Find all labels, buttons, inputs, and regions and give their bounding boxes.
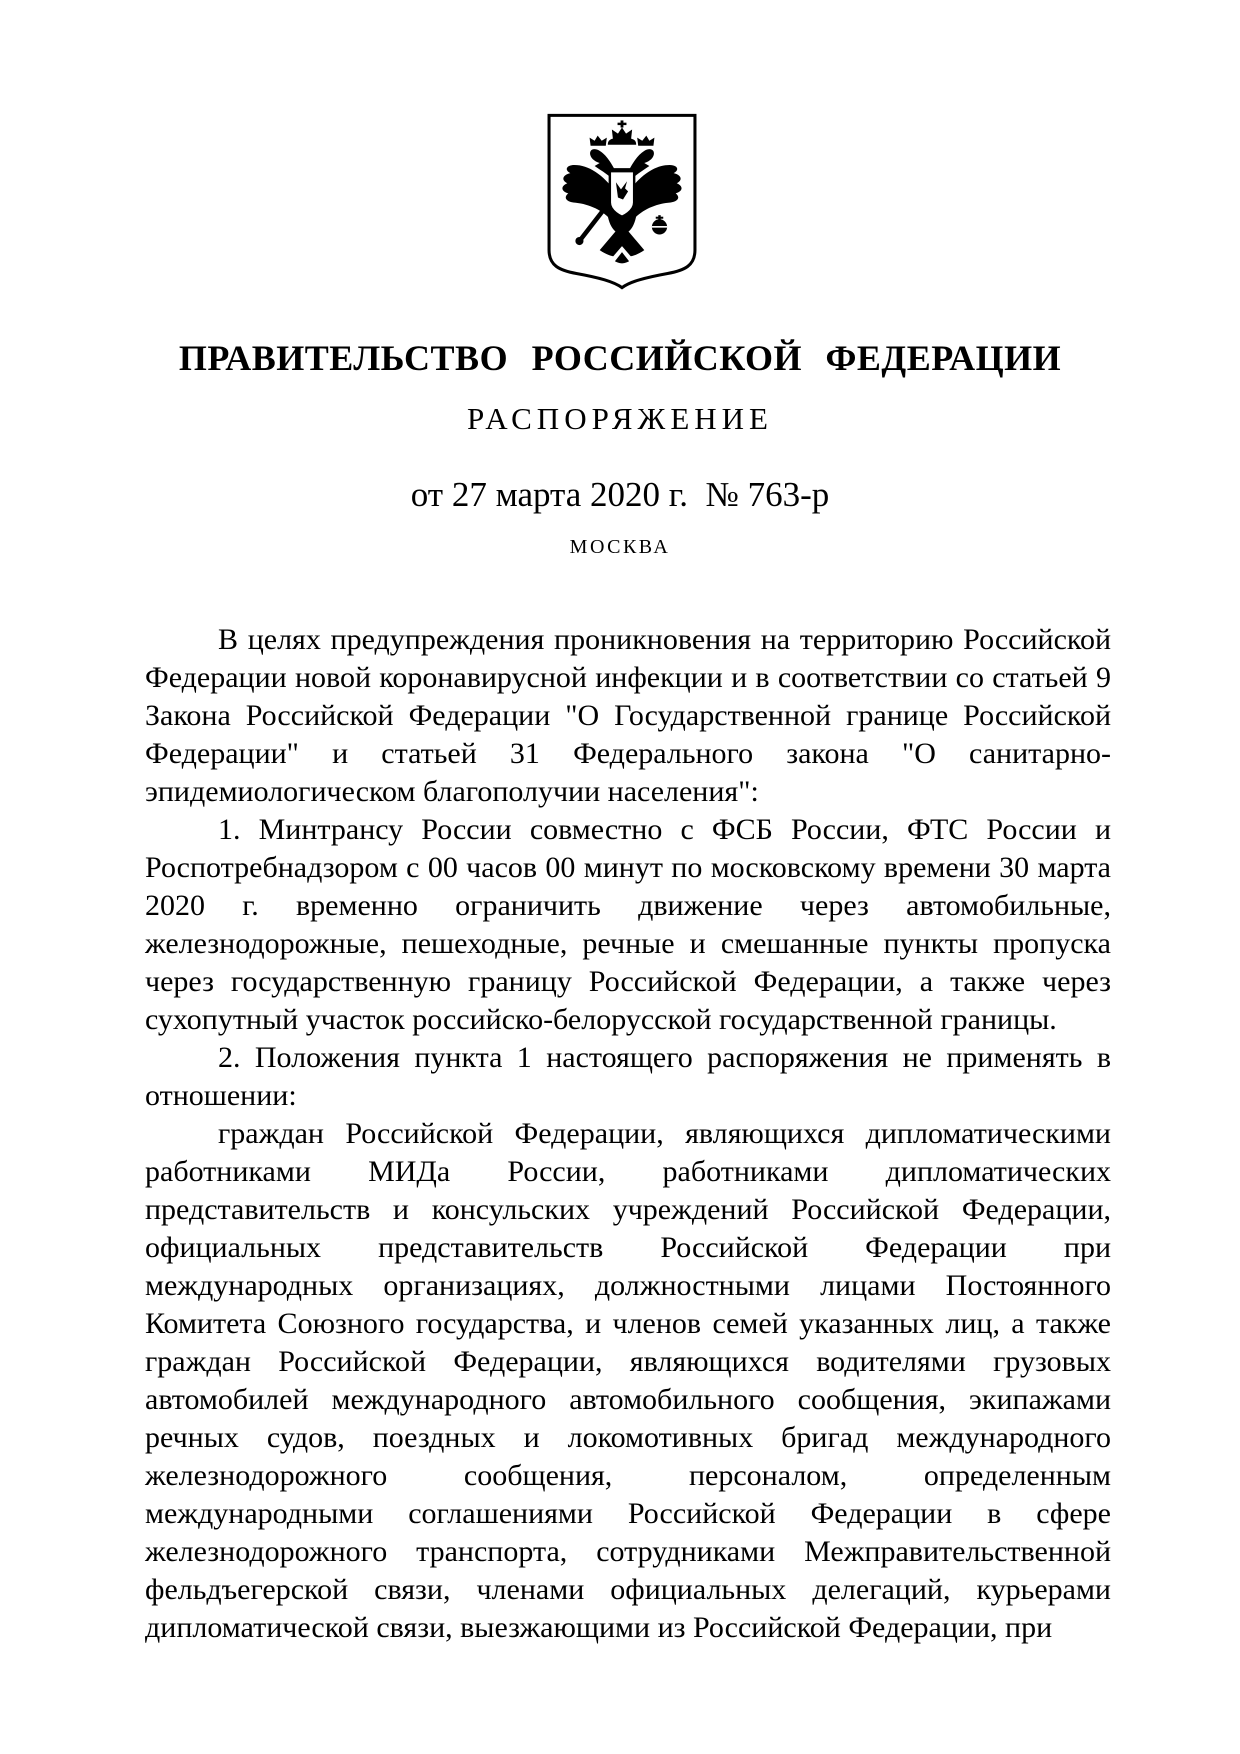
paragraph-point-1: 1. Минтрансу России совместно с ФСБ России, ФТС России и Роспотребнадзором с 00 часов 00 минут по московскому времени 30 марта 2020 г. временно ограничить движение через автомобильные, железнодорожные, пешеходные, речные и смешанные пункты пропуска через государственную границу Российской Федерации, а также через сухопутный участок российско-белорусской государственной границы. <box>145 813 1111 1036</box>
document-body <box>145 621 1111 1647</box>
paragraph-exemptions: граждан Российской Федерации, являющихся дипломатическими работниками МИДа России, работниками дипломатических представительств и консульских учреждений Российской Федерации, официальных представительств Российской Федерации при международных организациях, должностными лицами Постоянного Комитета Союзного государства, и членов семей указанных лиц, а также граждан Российской Федерации, являющихся водителями грузовых автомобилей международного автомобильного сообщения, экипажами речных судов, поездных и локомотивных бригад международного железнодорожного сообщения, персоналом, определенным международными соглашениями Российской Федерации в сфере железнодорожного транспорта, сотрудниками Межправительственной фельдъегерской связи, членами официальных делегаций, курьерами дипломатической связи, выезжающими из Российской Федерации, при <box>145 1117 1111 1644</box>
city-label: МОСКВА <box>569 536 671 558</box>
document-type-heading: РАСПОРЯЖЕНИЕ <box>467 401 773 436</box>
paragraph-point-2: 2. Положения пункта 1 настоящего распоряжения не применять в отношении: <box>145 1041 1111 1112</box>
issuing-authority-title: ПРАВИТЕЛЬСТВО РОССИЙСКОЙ ФЕДЕРАЦИИ <box>178 338 1062 378</box>
date-and-number-line: от 27 марта 2020 г. № 763-р <box>410 475 830 514</box>
paragraph-preamble: В целях предупреждения проникновения на территорию Российской Федерации новой коронавирусной инфекции и в соответствии со статьей 9 Закона Российской Федерации "О Государственной границе Российской Федерации" и статьей 31 Федерального закона "О санитарно-эпидемиологическом благополучии населения": <box>145 623 1111 808</box>
russia-coat-of-arms-icon <box>546 112 698 290</box>
